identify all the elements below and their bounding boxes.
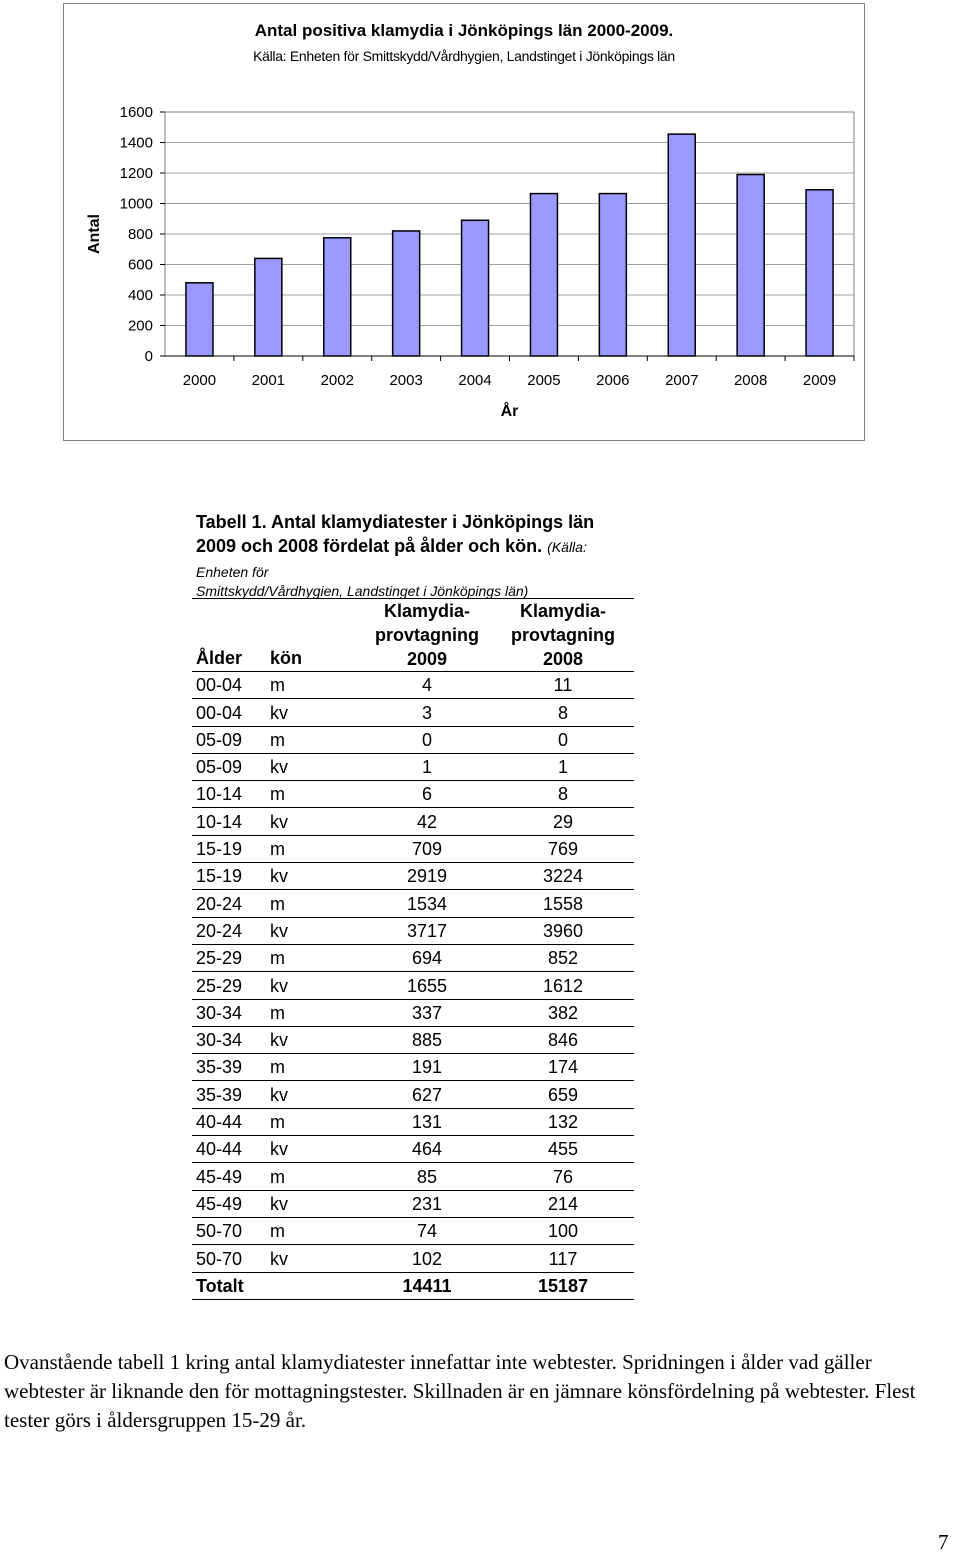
table-total-row <box>192 1272 634 1299</box>
header-2008-line2: provtagning <box>511 625 615 645</box>
cell-sex: kv <box>270 1190 362 1217</box>
cell-age: 00-04 <box>192 699 270 726</box>
cell-sex: kv <box>270 972 362 999</box>
total-2008: 15187 <box>492 1272 634 1299</box>
cell-age: 45-49 <box>192 1190 270 1217</box>
cell-sex: kv <box>270 753 362 780</box>
cell-age: 35-39 <box>192 1081 270 1108</box>
table-row <box>192 1026 634 1053</box>
bar-2001 <box>255 258 282 356</box>
cell-sex: kv <box>270 1081 362 1108</box>
chart-container <box>63 3 865 441</box>
cell-v2008: 455 <box>492 1136 634 1163</box>
cell-v2009: 231 <box>362 1190 492 1217</box>
cell-sex: m <box>270 726 362 753</box>
cell-age: 00-04 <box>192 672 270 699</box>
cell-v2009: 85 <box>362 1163 492 1190</box>
cell-sex: kv <box>270 863 362 890</box>
table-row <box>192 890 634 917</box>
bar-2006 <box>599 194 626 356</box>
total-label: Totalt <box>192 1272 270 1299</box>
y-tick-label: 1400 <box>119 134 153 152</box>
table-row <box>192 1081 634 1108</box>
cell-v2009: 2919 <box>362 863 492 890</box>
cell-v2008: 117 <box>492 1245 634 1272</box>
cell-v2008: 214 <box>492 1190 634 1217</box>
cell-sex: m <box>270 835 362 862</box>
cell-age: 50-70 <box>192 1217 270 1244</box>
cell-v2008: 852 <box>492 944 634 971</box>
cell-sex: m <box>270 890 362 917</box>
table-row <box>192 726 634 753</box>
x-tick-label: 2008 <box>733 372 768 389</box>
cell-age: 45-49 <box>192 1163 270 1190</box>
cell-v2009: 337 <box>362 999 492 1026</box>
cell-v2008: 3960 <box>492 917 634 944</box>
table-row <box>192 1136 634 1163</box>
page-number: 7 <box>938 1530 949 1554</box>
cell-v2008: 29 <box>492 808 634 835</box>
cell-v2009: 191 <box>362 1054 492 1081</box>
cell-v2009: 1655 <box>362 972 492 999</box>
x-tick-label: 2002 <box>320 372 354 389</box>
table-row <box>192 835 634 862</box>
cell-age: 05-09 <box>192 726 270 753</box>
header-2008-line3: 2008 <box>542 649 584 669</box>
bar-2002 <box>324 238 351 356</box>
cell-age: 30-34 <box>192 999 270 1026</box>
header-2008-line1: Klamydia- <box>519 601 607 621</box>
cell-v2008: 382 <box>492 999 634 1026</box>
total-2009: 14411 <box>362 1272 492 1299</box>
cell-v2008: 174 <box>492 1054 634 1081</box>
table-header-row <box>192 599 634 672</box>
cell-v2008: 3224 <box>492 863 634 890</box>
cell-v2009: 3717 <box>362 917 492 944</box>
bar-2007 <box>668 134 695 356</box>
cell-v2009: 1 <box>362 753 492 780</box>
table-row <box>192 672 634 699</box>
cell-v2008: 0 <box>492 726 634 753</box>
data-table <box>192 598 634 1300</box>
cell-v2008: 659 <box>492 1081 634 1108</box>
y-tick-label: 1200 <box>119 165 153 182</box>
x-tick-label: 2006 <box>596 372 630 389</box>
cell-v2008: 769 <box>492 835 634 862</box>
cell-v2009: 131 <box>362 1108 492 1135</box>
y-tick-label: 200 <box>127 317 153 335</box>
cell-age: 15-19 <box>192 835 270 862</box>
cell-v2009: 885 <box>362 1026 492 1053</box>
cell-age: 40-44 <box>192 1108 270 1135</box>
cell-sex: m <box>270 1217 362 1244</box>
bar-2000 <box>186 283 213 356</box>
table-row <box>192 781 634 808</box>
cell-age: 50-70 <box>192 1245 270 1272</box>
cell-v2009: 709 <box>362 835 492 862</box>
cell-age: 15-19 <box>192 863 270 890</box>
cell-v2008: 76 <box>492 1163 634 1190</box>
header-2008 <box>492 599 634 672</box>
cell-age: 30-34 <box>192 1026 270 1053</box>
cell-v2008: 8 <box>492 781 634 808</box>
x-tick-label: 2003 <box>389 372 423 389</box>
x-tick-label: 2004 <box>458 372 492 389</box>
cell-v2009: 6 <box>362 781 492 808</box>
cell-age: 20-24 <box>192 917 270 944</box>
chart-title: Antal positiva klamydia i Jönköpings län 2000-2009. <box>254 21 674 40</box>
table-row <box>192 972 634 999</box>
cell-sex: kv <box>270 1136 362 1163</box>
cell-v2009: 694 <box>362 944 492 971</box>
table-row <box>192 863 634 890</box>
table-row <box>192 999 634 1026</box>
table-caption <box>196 510 636 584</box>
cell-v2009: 464 <box>362 1136 492 1163</box>
table-caption-title: Tabell 1. Antal klamydiatester i Jönköpings län 2009 och 2008 fördelat på ålder och kön. <box>196 512 595 556</box>
cell-v2009: 0 <box>362 726 492 753</box>
table-caption-source-cont: Smittskydd/Vårdhygien, Landstinget i Jönköpings län) <box>196 583 529 599</box>
cell-age: 20-24 <box>192 890 270 917</box>
table-row <box>192 1163 634 1190</box>
cell-sex: m <box>270 1108 362 1135</box>
table-row <box>192 1217 634 1244</box>
cell-v2009: 74 <box>362 1217 492 1244</box>
cell-age: 25-29 <box>192 944 270 971</box>
cell-v2009: 3 <box>362 699 492 726</box>
table-row <box>192 917 634 944</box>
cell-sex: kv <box>270 808 362 835</box>
cell-sex: kv <box>270 699 362 726</box>
x-tick-label: 2007 <box>665 372 699 389</box>
y-tick-label: 600 <box>127 256 153 274</box>
table-row <box>192 808 634 835</box>
y-tick-label: 800 <box>127 226 153 243</box>
x-tick-label: 2009 <box>802 372 837 389</box>
header-2009 <box>362 599 492 672</box>
cell-sex: m <box>270 672 362 699</box>
table-caption-source: (Källa: Enheten för <box>196 539 587 580</box>
bar-2009 <box>806 190 833 356</box>
cell-age: 25-29 <box>192 972 270 999</box>
x-axis-label: År <box>500 403 519 420</box>
bar-2003 <box>393 231 420 356</box>
y-axis-label: Antal <box>86 214 103 254</box>
cell-sex: m <box>270 1054 362 1081</box>
header-age: Ålder <box>192 599 270 672</box>
table-row <box>192 1190 634 1217</box>
cell-age: 35-39 <box>192 1054 270 1081</box>
bar-2008 <box>737 175 764 356</box>
header-sex: kön <box>270 599 362 672</box>
cell-v2009: 1534 <box>362 890 492 917</box>
cell-v2008: 846 <box>492 1026 634 1053</box>
cell-v2009: 42 <box>362 808 492 835</box>
y-tick-label: 0 <box>144 348 153 365</box>
cell-v2009: 102 <box>362 1245 492 1272</box>
cell-v2008: 1558 <box>492 890 634 917</box>
x-tick-label: 2005 <box>527 372 561 389</box>
cell-age: 40-44 <box>192 1136 270 1163</box>
table-row <box>192 944 634 971</box>
header-2009-line2: provtagning <box>375 625 479 645</box>
bar-chart <box>64 4 864 440</box>
cell-sex: kv <box>270 1245 362 1272</box>
cell-sex: kv <box>270 917 362 944</box>
cell-age: 10-14 <box>192 781 270 808</box>
table-row <box>192 1054 634 1081</box>
cell-v2009: 627 <box>362 1081 492 1108</box>
y-tick-label: 400 <box>127 287 153 304</box>
header-2009-line3: 2009 <box>406 649 448 669</box>
x-tick-label: 2000 <box>182 372 217 389</box>
cell-age: 10-14 <box>192 808 270 835</box>
cell-v2008: 1 <box>492 753 634 780</box>
cell-v2008: 100 <box>492 1217 634 1244</box>
table-body <box>192 672 634 1300</box>
cell-v2008: 1612 <box>492 972 634 999</box>
body-paragraph: Ovanstående tabell 1 kring antal klamydiatester innefattar inte webtester. Spridningen i ålder vad gäller webtester är liknande den för mottagningstester. Skillnaden är en jämnare könsfördelning på webtester. Flest tester görs i åldersgruppen 15-29 år. <box>4 1350 916 1432</box>
table-row <box>192 753 634 780</box>
table-row <box>192 699 634 726</box>
cell-sex: m <box>270 999 362 1026</box>
cell-v2009: 4 <box>362 672 492 699</box>
cell-v2008: 132 <box>492 1108 634 1135</box>
x-tick-label: 2001 <box>251 372 286 389</box>
total-empty <box>270 1272 362 1299</box>
y-tick-label: 1600 <box>119 104 153 121</box>
chart-subtitle: Källa: Enheten för Smittskydd/Vårdhygien, Landstinget i Jönköpings län <box>253 48 675 64</box>
cell-v2008: 8 <box>492 699 634 726</box>
table-row <box>192 1245 634 1272</box>
cell-age: 05-09 <box>192 753 270 780</box>
y-tick-label: 1000 <box>119 195 153 213</box>
table-row <box>192 1108 634 1135</box>
cell-v2008: 11 <box>492 672 634 699</box>
cell-sex: m <box>270 1163 362 1190</box>
header-2009-line1: Klamydia- <box>383 601 471 621</box>
bar-2004 <box>462 220 489 356</box>
bar-2005 <box>530 194 557 356</box>
cell-sex: m <box>270 944 362 971</box>
cell-sex: kv <box>270 1026 362 1053</box>
cell-sex: m <box>270 781 362 808</box>
